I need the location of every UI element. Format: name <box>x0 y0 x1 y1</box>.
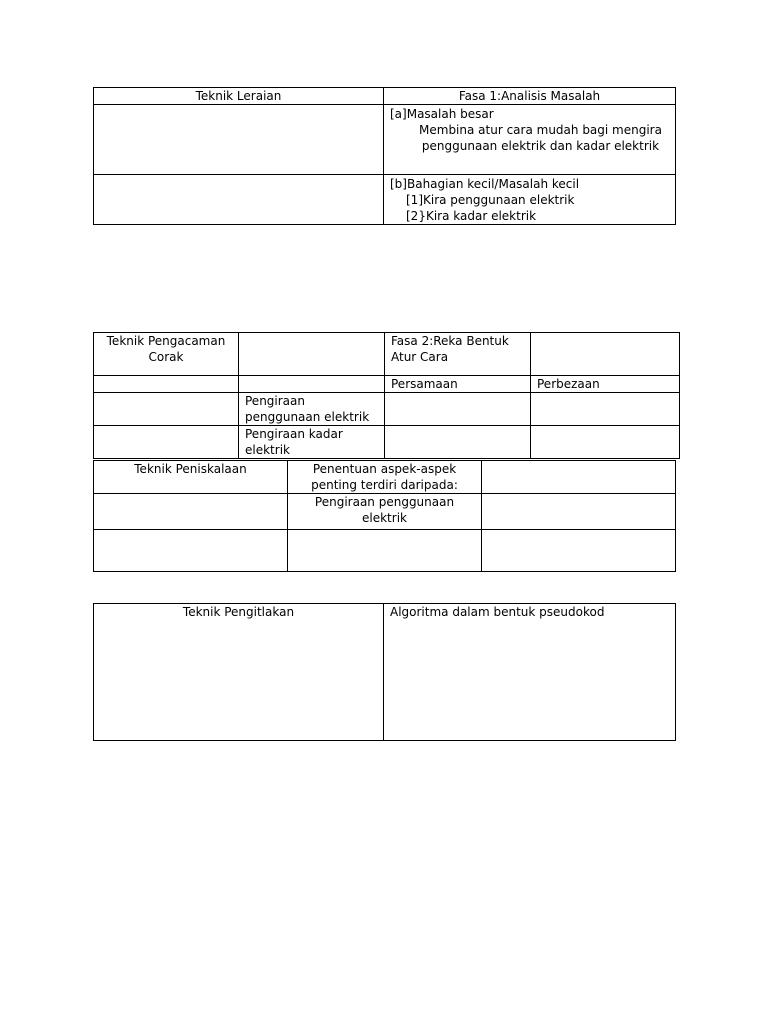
big-problem-text: Membina atur cara mudah bagi mengira penggunaan elektrik dan kadar elektrik <box>419 123 662 153</box>
table-cell-empty <box>288 530 482 572</box>
decomposition-header: Teknik Leraian <box>94 88 384 105</box>
table-cell-empty <box>482 494 676 530</box>
phase2-header: Fasa 2:Reka Bentuk Atur Cara <box>385 333 531 376</box>
table-cell-empty <box>239 333 385 376</box>
row-label: Pengiraan kadar elektrik <box>239 426 385 459</box>
table-cell-empty <box>531 393 680 426</box>
big-problem-label: [a]Masalah besar <box>390 107 494 121</box>
table-cell-empty <box>94 393 239 426</box>
aspect-item: Pengiraan penggunaan elektrik <box>288 494 482 530</box>
decomposition-cell-empty <box>94 105 384 175</box>
table-cell-empty <box>385 393 531 426</box>
pseudocode-header: Algoritma dalam bentuk pseudokod <box>384 604 676 741</box>
phase1-header: Fasa 1:Analisis Masalah <box>384 88 676 105</box>
table-cell-empty <box>94 530 288 572</box>
big-problem-cell <box>384 105 676 175</box>
table-cell-empty <box>94 426 239 459</box>
small-problem-item: [1]Kira penggunaan elektrik <box>406 193 575 207</box>
table-cell-empty <box>531 426 680 459</box>
small-problem-item: [2}Kira kadar elektrik <box>406 209 537 223</box>
generalization-table <box>93 603 676 741</box>
pattern-recognition-table <box>93 332 680 459</box>
row-label: Pengiraan penggunaan elektrik <box>239 393 385 426</box>
table-cell-empty <box>94 494 288 530</box>
column-header-same: Persamaan <box>385 376 531 393</box>
table-cell-empty <box>385 426 531 459</box>
abstraction-table <box>93 460 676 572</box>
abstraction-header: Teknik Peniskalaan <box>94 461 288 494</box>
small-problem-cell <box>384 175 676 225</box>
pattern-header: Teknik Pengacaman Corak <box>94 333 239 376</box>
table-cell-empty <box>482 530 676 572</box>
decomposition-table <box>93 87 676 225</box>
decomposition-cell-empty <box>94 175 384 225</box>
table-cell-empty <box>531 333 680 376</box>
column-header-diff: Perbezaan <box>531 376 680 393</box>
aspects-header: Penentuan aspek-aspek penting terdiri daripada: <box>288 461 482 494</box>
table-cell-empty <box>482 461 676 494</box>
generalization-header: Teknik Pengitlakan <box>94 604 384 741</box>
table-cell-empty <box>239 376 385 393</box>
small-problem-label: [b]Bahagian kecil/Masalah kecil <box>390 177 580 191</box>
table-cell-empty <box>94 376 239 393</box>
